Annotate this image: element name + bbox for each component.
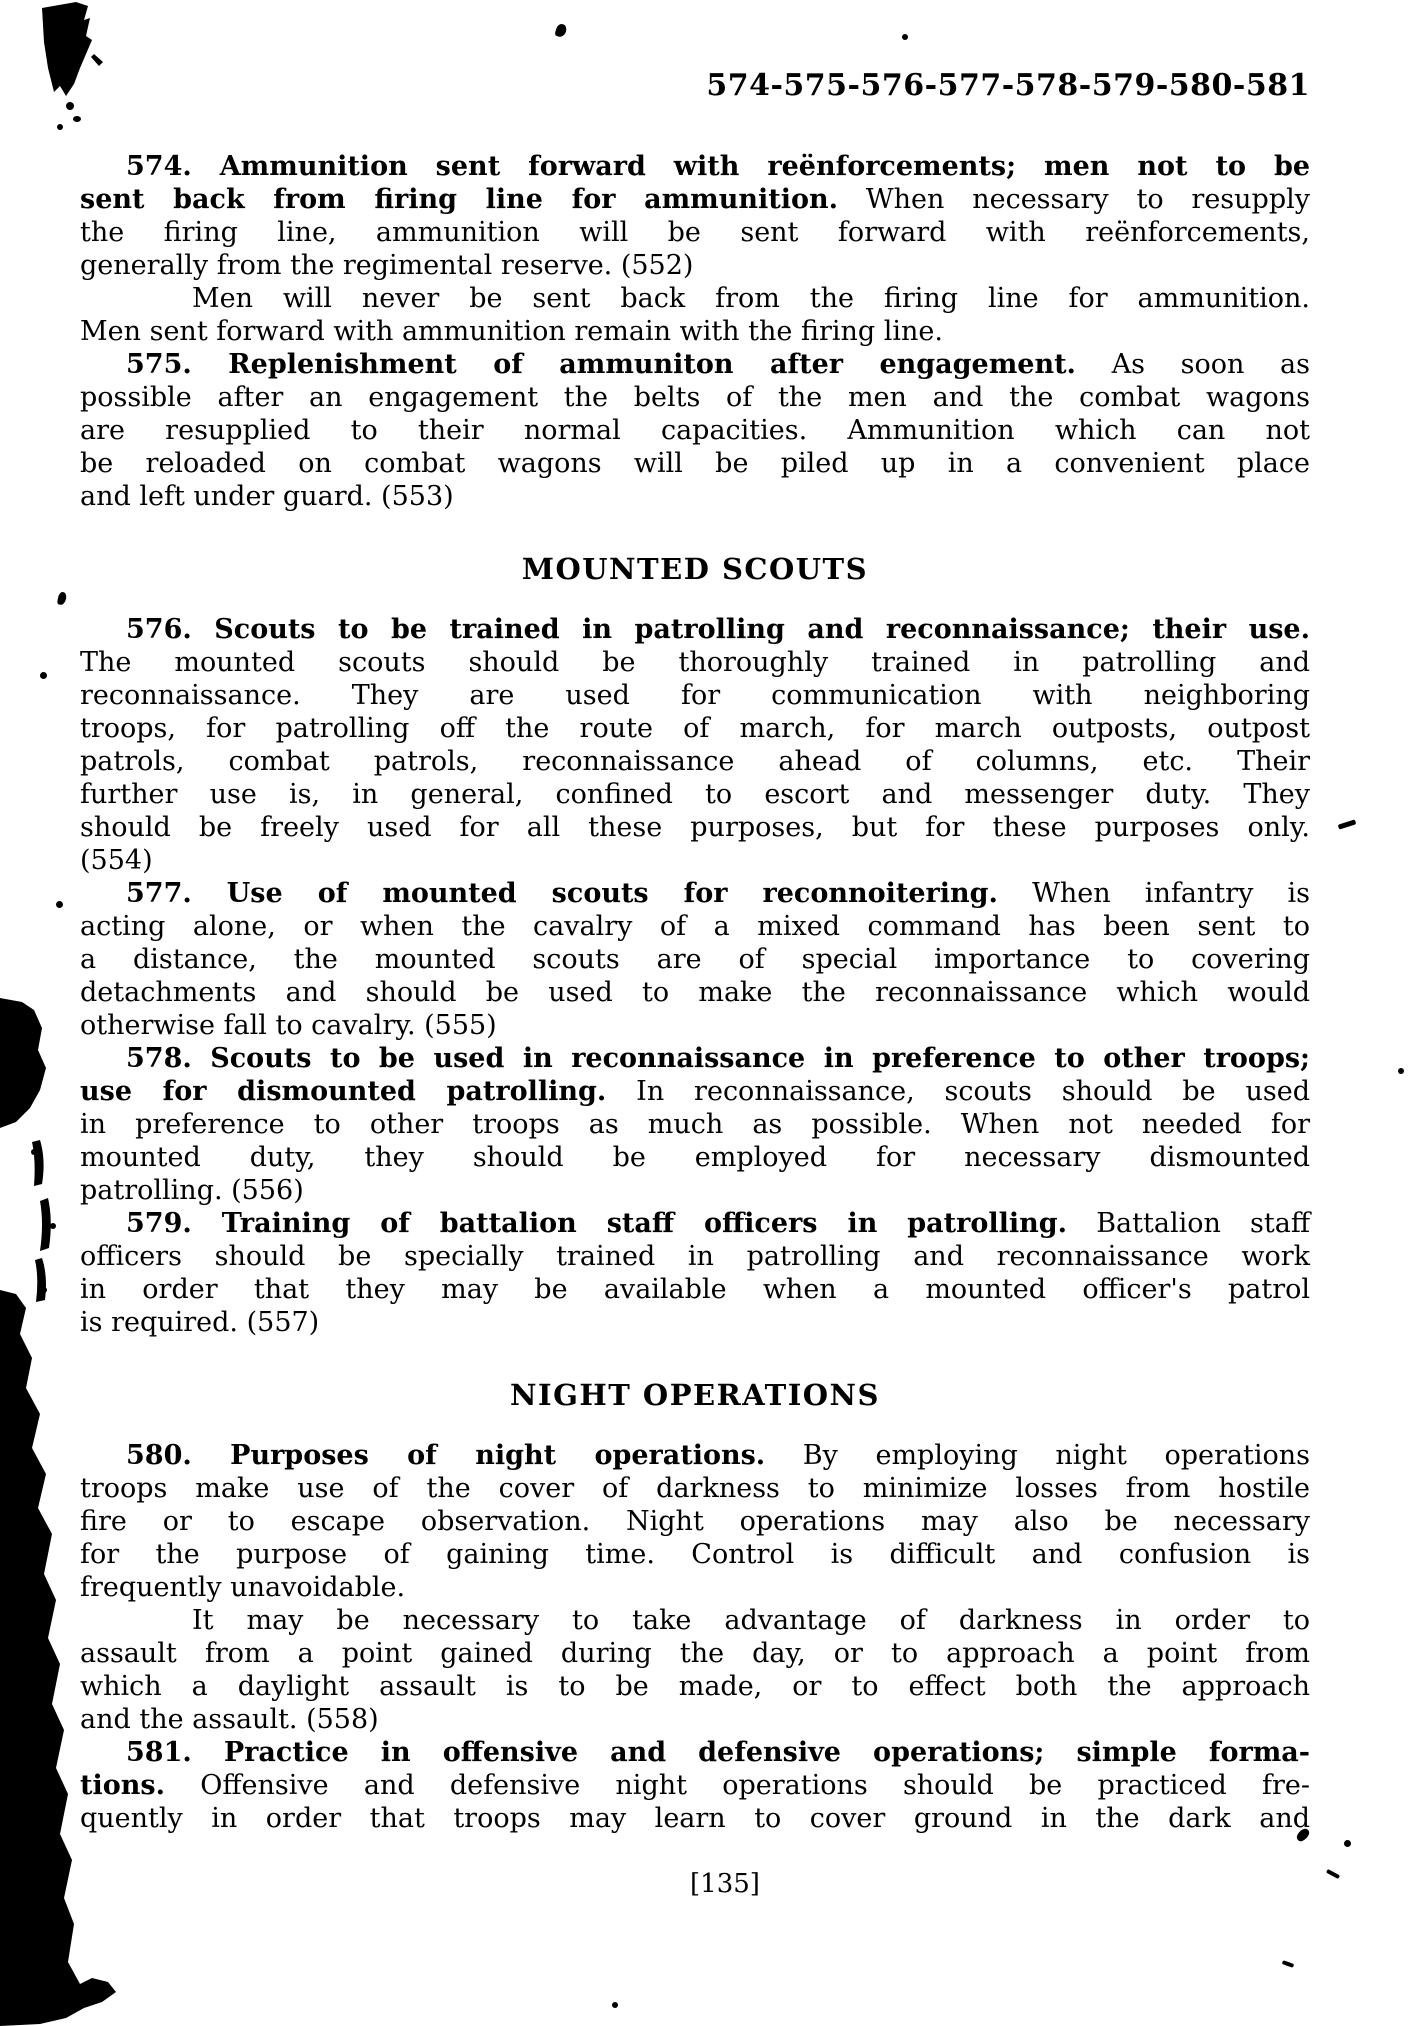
ink-speck	[1398, 1068, 1404, 1074]
text-line	[80, 249, 1310, 282]
body-text: and the assault. (558)	[80, 1704, 379, 1735]
body-text: (554)	[80, 845, 153, 876]
body-text: should be freely used for all these purposes, but for these purposes only.	[80, 812, 1310, 843]
ink-speck	[1338, 819, 1357, 829]
paragraph-580	[80, 1439, 1310, 1604]
text-line	[80, 480, 1310, 513]
ink-speck	[902, 34, 908, 40]
body-text: for the purpose of gaining time. Control is difficult and confusion is	[80, 1539, 1310, 1570]
body-text: As soon as	[1111, 349, 1310, 380]
body-text: be reloaded on combat wagons will be piled up in a convenient place	[80, 448, 1310, 479]
text-line	[80, 1538, 1310, 1571]
ink-speck	[1344, 1840, 1351, 1847]
body-text: The mounted scouts should be thoroughly trained in patrolling and	[80, 647, 1310, 678]
body-text: quently in order that troops may learn to cover ground in the dark and	[80, 1803, 1310, 1834]
text-line	[80, 1703, 1310, 1736]
text-line	[80, 1273, 1310, 1306]
text-line	[80, 712, 1310, 745]
body-text: in preference to other troops as much as possible. When not needed for	[80, 1109, 1310, 1140]
paragraph-574	[80, 150, 1310, 282]
text-line	[80, 1637, 1310, 1670]
body-text: Men will never be sent back from the firing line for ammunition.	[192, 283, 1310, 314]
text-line	[80, 1736, 1310, 1769]
body-text: detachments and should be used to make the reconnaissance which would	[80, 977, 1310, 1008]
bold-lead-text: 576. Scouts to be trained in patrolling and reconnaissance; their use.	[126, 614, 1310, 645]
body-text: acting alone, or when the cavalry of a mixed command has been sent to	[80, 911, 1310, 942]
bold-lead-text: use for dismounted patrolling.	[80, 1076, 607, 1107]
text-line	[80, 679, 1310, 712]
paragraph-575	[80, 348, 1310, 513]
bold-lead-text: 581. Practice in offensive and defensive operations; simple forma-	[126, 1737, 1310, 1768]
text-line	[80, 811, 1310, 844]
ink-speck	[612, 2002, 618, 2008]
body-text: frequently unavoidable.	[80, 1572, 406, 1603]
text-line	[80, 414, 1310, 447]
paragraph-576	[80, 613, 1310, 877]
body-text: When necessary to resupply	[865, 184, 1311, 215]
paragraph-577	[80, 877, 1310, 1042]
body-text: Battalion staff	[1096, 1208, 1311, 1239]
text-line	[80, 1075, 1310, 1108]
bold-lead-text: 577. Use of mounted scouts for reconnoitering.	[126, 878, 998, 909]
body-text: generally from the regimental reserve. (552)	[80, 250, 694, 281]
text-line	[80, 315, 1310, 348]
ink-speck	[57, 591, 68, 605]
text-line	[80, 216, 1310, 249]
text-line	[80, 1604, 1310, 1637]
text-line	[80, 381, 1310, 414]
text-line	[80, 910, 1310, 943]
body-text: assault from a point gained during the day, or to approach a point from	[80, 1638, 1310, 1669]
body-text: reconnaissance. They are used for communication with neighboring	[80, 680, 1310, 711]
text-line	[80, 1769, 1310, 1802]
bold-lead-text: 575. Replenishment of ammuniton after engagement.	[126, 349, 1076, 380]
ink-speck	[554, 23, 568, 38]
page-header-numbers: 574-575-576-577-578-579-580-581	[706, 68, 1310, 103]
body-text: It may be necessary to take advantage of darkness in order to	[192, 1605, 1310, 1636]
text-line	[80, 1505, 1310, 1538]
body-text: otherwise fall to cavalry. (555)	[80, 1010, 497, 1041]
bold-lead-text: 578. Scouts to be used in reconnaissance in preference to other troops;	[126, 1043, 1310, 1074]
text-line	[80, 1306, 1310, 1339]
body-text: Men sent forward with ammunition remain with the firing line.	[80, 316, 943, 347]
body-text: further use is, in general, confined to escort and messenger duty. They	[80, 779, 1310, 810]
body-text: officers should be specially trained in patrolling and reconnaissance work	[80, 1241, 1310, 1272]
body-text: By employing night operations	[802, 1440, 1310, 1471]
text-line	[80, 1439, 1310, 1472]
text-line	[80, 183, 1310, 216]
text-line	[80, 447, 1310, 480]
document-body	[80, 150, 1310, 1899]
bold-lead-text: 574. Ammunition sent forward with reënforcements; men not to be	[126, 151, 1310, 182]
text-line	[80, 877, 1310, 910]
body-text: Offensive and defensive night operations should be practiced fre-	[200, 1770, 1310, 1801]
bold-lead-text: 579. Training of battalion staff officers in patrolling.	[126, 1208, 1068, 1239]
paragraph-578	[80, 1042, 1310, 1207]
paragraph-579	[80, 1207, 1310, 1339]
body-text: which a daylight assault is to be made, or to effect both the approach	[80, 1671, 1310, 1702]
section-heading-mounted-scouts: MOUNTED SCOUTS	[521, 552, 869, 586]
ink-speck	[40, 672, 47, 679]
paragraph-581	[80, 1736, 1310, 1835]
body-text: patrolling. (556)	[80, 1175, 304, 1206]
bold-lead-text: sent back from firing line for ammunition.	[80, 184, 839, 215]
body-text: is required. (557)	[80, 1307, 320, 1338]
body-text: troops make use of the cover of darkness to minimize losses from hostile	[80, 1473, 1310, 1504]
text-line	[80, 1670, 1310, 1703]
text-line	[80, 745, 1310, 778]
text-line	[80, 348, 1310, 381]
body-text: In reconnaissance, scouts should be used	[636, 1076, 1310, 1107]
body-text: possible after an engagement the belts of the men and the combat wagons	[80, 382, 1310, 413]
body-text: troops, for patrolling off the route of march, for march outposts, outpost	[80, 713, 1310, 744]
page-footer-number: [135]	[690, 1869, 760, 1899]
text-line	[80, 646, 1310, 679]
text-line	[80, 943, 1310, 976]
paragraphs	[80, 150, 1310, 1835]
body-text: are resupplied to their normal capacities. Ammunition which can not	[80, 415, 1310, 446]
text-line	[80, 1472, 1310, 1505]
text-line	[80, 1042, 1310, 1075]
body-text: When infantry is	[1032, 878, 1310, 909]
text-line	[80, 1141, 1310, 1174]
text-line	[80, 613, 1310, 646]
paragraph-574-note	[80, 282, 1310, 348]
body-text: fire or to escape observation. Night operations may also be necessary	[80, 1506, 1310, 1537]
section-heading-night-operations: NIGHT OPERATIONS	[510, 1378, 880, 1412]
bold-lead-text: 580. Purposes of night operations.	[126, 1440, 766, 1471]
body-text: the firing line, ammunition will be sent forward with reënforcements,	[80, 217, 1310, 248]
body-text: a distance, the mounted scouts are of special importance to covering	[80, 944, 1310, 975]
text-line	[80, 1174, 1310, 1207]
paragraph-580-note	[80, 1604, 1310, 1736]
text-line	[80, 1802, 1310, 1835]
bold-lead-text: tions.	[80, 1770, 165, 1801]
text-line	[80, 1108, 1310, 1141]
body-text: in order that they may be available when a mounted officer's patrol	[80, 1274, 1310, 1305]
text-line	[80, 844, 1310, 877]
ink-speck	[1282, 1960, 1295, 1968]
text-line	[80, 1240, 1310, 1273]
ink-speck	[56, 901, 63, 908]
text-line	[80, 150, 1310, 183]
text-line	[80, 282, 1310, 315]
body-text: patrols, combat patrols, reconnaissance ahead of columns, etc. Their	[80, 746, 1310, 777]
body-text: mounted duty, they should be employed for necessary dismounted	[80, 1142, 1310, 1173]
text-line	[80, 1009, 1310, 1042]
text-line	[80, 778, 1310, 811]
text-line	[80, 1207, 1310, 1240]
ink-blot-top-left	[36, 2, 116, 147]
text-line	[80, 976, 1310, 1009]
text-line	[80, 1571, 1310, 1604]
body-text: and left under guard. (553)	[80, 481, 454, 512]
